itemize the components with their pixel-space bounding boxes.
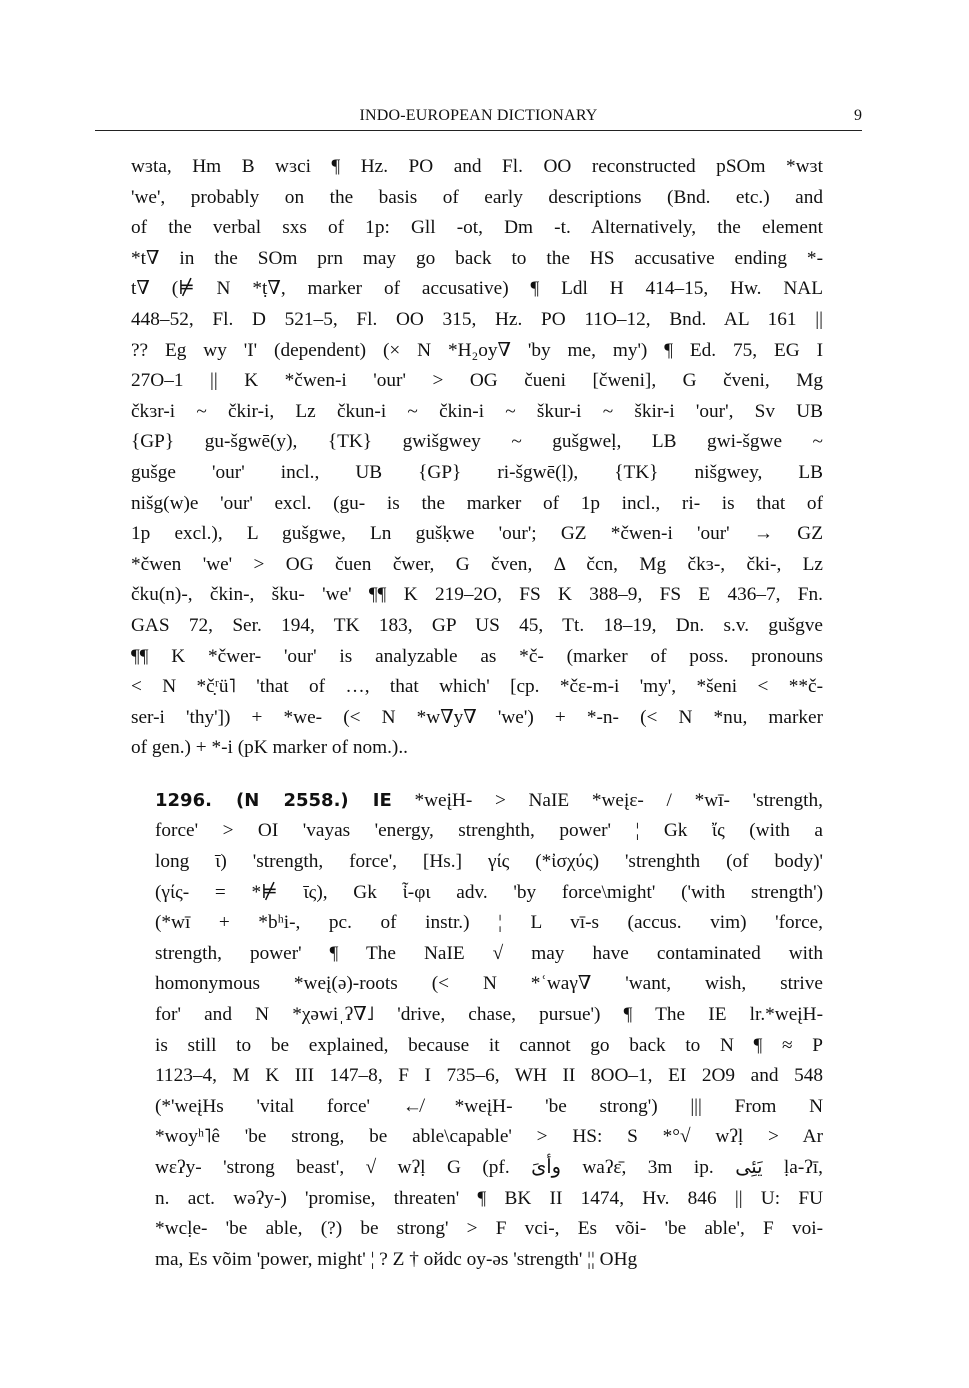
text-line bbox=[131, 213, 823, 244]
line-text: for' and N *χəwiˌʔ∇˩ 'drive, chase, pursue') ¶ The IE lr.*weįH- bbox=[155, 1004, 823, 1026]
paragraph-continuation bbox=[131, 152, 823, 764]
text-line bbox=[131, 580, 823, 611]
text-line bbox=[131, 847, 823, 878]
line-text: {GP} gu-šgwē(y), {TK} gwišgwey ~ gušgweḷ, LB gwi-šgwe ~ bbox=[131, 431, 823, 453]
line-text: of the verbal sxs of 1p: Gll -ot, Dm -t. Alternatively, the element bbox=[131, 217, 823, 239]
line-text: (γίς- = *⊭ ῑς), Gk ἶ-φι adv. 'by force\might' ('with strength') bbox=[155, 881, 823, 903]
line-text: ma, Es võim 'power, might' ¦ ? Z † oйdc oy-əs 'strength' ¦¦ OHg bbox=[155, 1248, 638, 1270]
line-text: force' > OI 'vayas 'energy, strenghth, power' ¦ Gk ἴς (with a bbox=[155, 820, 823, 842]
text-line bbox=[131, 244, 823, 275]
line-text: 27O–1 || K *čwen-i 'our' > OG čueni [čweni], G čveni, Mg bbox=[131, 370, 823, 392]
text-line bbox=[131, 427, 823, 458]
text-line bbox=[131, 1122, 823, 1153]
line-text: strength, power' ¶ The NaIE √ may have contaminated with bbox=[155, 942, 823, 964]
text-line bbox=[131, 458, 823, 489]
text-line bbox=[131, 1214, 823, 1245]
text-line bbox=[131, 397, 823, 428]
text-line bbox=[131, 519, 823, 550]
line-text: of gen.) + *-i (pK marker of nom.).. bbox=[131, 737, 408, 759]
line-text: homonymous *weį(ə)-roots (< N *ʿwaγ∇ 'want, wish, strive bbox=[155, 973, 823, 995]
text-line bbox=[131, 672, 823, 703]
text-line bbox=[131, 489, 823, 520]
line-text: < N *č̣ʳü˥ 'that of …, that which' [cp. *čɛ-m-i 'my', *šeni < **č- bbox=[131, 676, 823, 698]
line-text: ¶¶ K *čwer- 'our' is analyzable as *č- (marker of poss. pronouns bbox=[131, 645, 823, 667]
line-text: 1p excl.), L gušgwe, Ln gušḳwe 'our'; GZ *čwen-i 'our' → GZ bbox=[131, 523, 823, 545]
text-line bbox=[131, 305, 823, 336]
line-text: t∇ (⊭ N *ṭ∇, marker of accusative) ¶ Ldl H 414–15, Hw. NAL bbox=[131, 278, 823, 300]
line-text: *woyʰ˥ê 'be strong, be able\capable' > HS: S *°√ wʔḷ > Ar bbox=[155, 1126, 823, 1148]
text-line bbox=[131, 366, 823, 397]
page-number: 9 bbox=[854, 107, 862, 124]
text-line bbox=[131, 1000, 823, 1031]
line-text: *wcḷe- 'be able, (?) be strong' > F vci-, Es või- 'be able', F voi- bbox=[155, 1218, 823, 1240]
line-text: gušge 'our' incl., UB {GP} ri-šgwē(ḷ), {TK} nišgwey, LB bbox=[131, 461, 823, 483]
line-text: is still to be explained, because it cannot go back to N ¶ ≈ P bbox=[155, 1034, 823, 1056]
line-text: 1123–4, M K III 147–8, F I 735–6, WH II 8OO–1, EI 2O9 and 548 bbox=[155, 1065, 823, 1087]
line-text: wɛʔy- 'strong beast', √ wʔḷ G (pf. وأىَ waʔɛ̄, 3m ip. يَئِى ḷa-ʔī, bbox=[155, 1157, 823, 1178]
line-text: (*'weįHs 'vital force' ↚ *weįH- 'be strong') ||| From N bbox=[155, 1095, 823, 1117]
text-line bbox=[131, 152, 823, 183]
text-line bbox=[131, 336, 823, 367]
line-text: long ῑ) 'strength, force', [Hs.] γίς (*ἰσχύς) 'strenghth (of body)' bbox=[155, 851, 823, 873]
line-text: *weįH- > NaIE *weįɛ- / *wī- 'strength, bbox=[391, 789, 823, 811]
text-line bbox=[131, 703, 823, 734]
paragraph-entry-1296 bbox=[131, 786, 823, 1276]
line-text: ser-i 'thy']) + *we- (< N *w∇y∇ 'we') + *-n- (< N *nu, marker bbox=[131, 706, 823, 728]
text-line bbox=[131, 611, 823, 642]
line-text: čku(n)-, čkin-, šku- 'we' ¶¶ K 219–2O, FS K 388–9, FS E 436–7, Fn. bbox=[131, 584, 823, 606]
text-line bbox=[131, 274, 823, 305]
text-line bbox=[131, 733, 823, 764]
text-line bbox=[131, 1061, 823, 1092]
text-line bbox=[131, 939, 823, 970]
line-text: wɜta, Hm B wɜci ¶ Hz. PO and Fl. OO reconstructed pSOm *wɜt bbox=[131, 156, 823, 177]
running-head bbox=[95, 104, 862, 131]
text-line bbox=[131, 1184, 823, 1215]
text-line bbox=[131, 1245, 823, 1276]
text-line bbox=[131, 878, 823, 909]
line-text: *t∇ in the SOm prn may go back to the HS accusative ending *- bbox=[131, 247, 823, 269]
text-line bbox=[131, 816, 823, 847]
text-line bbox=[131, 183, 823, 214]
line-text: (*wī + *bʰi-, pc. of instr.) ¦ L vī-s (accus. vim) 'force, bbox=[155, 912, 823, 934]
entry-number: 1296. (N 2558.) IE bbox=[155, 789, 392, 811]
line-text: čkɜr-i ~ čkir-i, Lz čkun-i ~ čkin-i ~ škur-i ~ škir-i 'our', Sv UB bbox=[131, 400, 823, 422]
text-line bbox=[131, 786, 823, 817]
line-text: ?? Eg wy 'I' (dependent) (× N *H₂oy∇ 'by me, my') ¶ Ed. 75, EG I bbox=[131, 339, 823, 361]
running-title: INDO-EUROPEAN DICTIONARY bbox=[359, 107, 598, 124]
line-text: *čwen 'we' > OG čuen čwer, G čven, Δ čcn, Mg čkɜ-, čki-, Lz bbox=[131, 553, 823, 575]
line-text: n. act. wəʔy-) 'promise, threaten' ¶ BK II 1474, Hv. 846 || U: FU bbox=[155, 1187, 823, 1209]
text-line bbox=[131, 1092, 823, 1123]
line-text: 'we', probably on the basis of early descriptions (Bnd. etc.) and bbox=[131, 186, 823, 208]
text-line bbox=[131, 550, 823, 581]
line-text: 448–52, Fl. D 521–5, Fl. OO 315, Hz. PO 11O–12, Bnd. AL 161 || bbox=[131, 308, 823, 330]
text-line bbox=[131, 1153, 823, 1184]
text-line bbox=[131, 969, 823, 1000]
text-line bbox=[131, 642, 823, 673]
dictionary-text bbox=[131, 152, 823, 1275]
line-text: GAS 72, Ser. 194, TK 183, GP US 45, Tt. 18–19, Dn. s.v. gušgve bbox=[131, 614, 823, 636]
text-line bbox=[131, 908, 823, 939]
text-line bbox=[131, 1031, 823, 1062]
line-text: nišg(w)e 'our' excl. (gu- is the marker of 1p incl., ri- is that of bbox=[131, 492, 823, 514]
